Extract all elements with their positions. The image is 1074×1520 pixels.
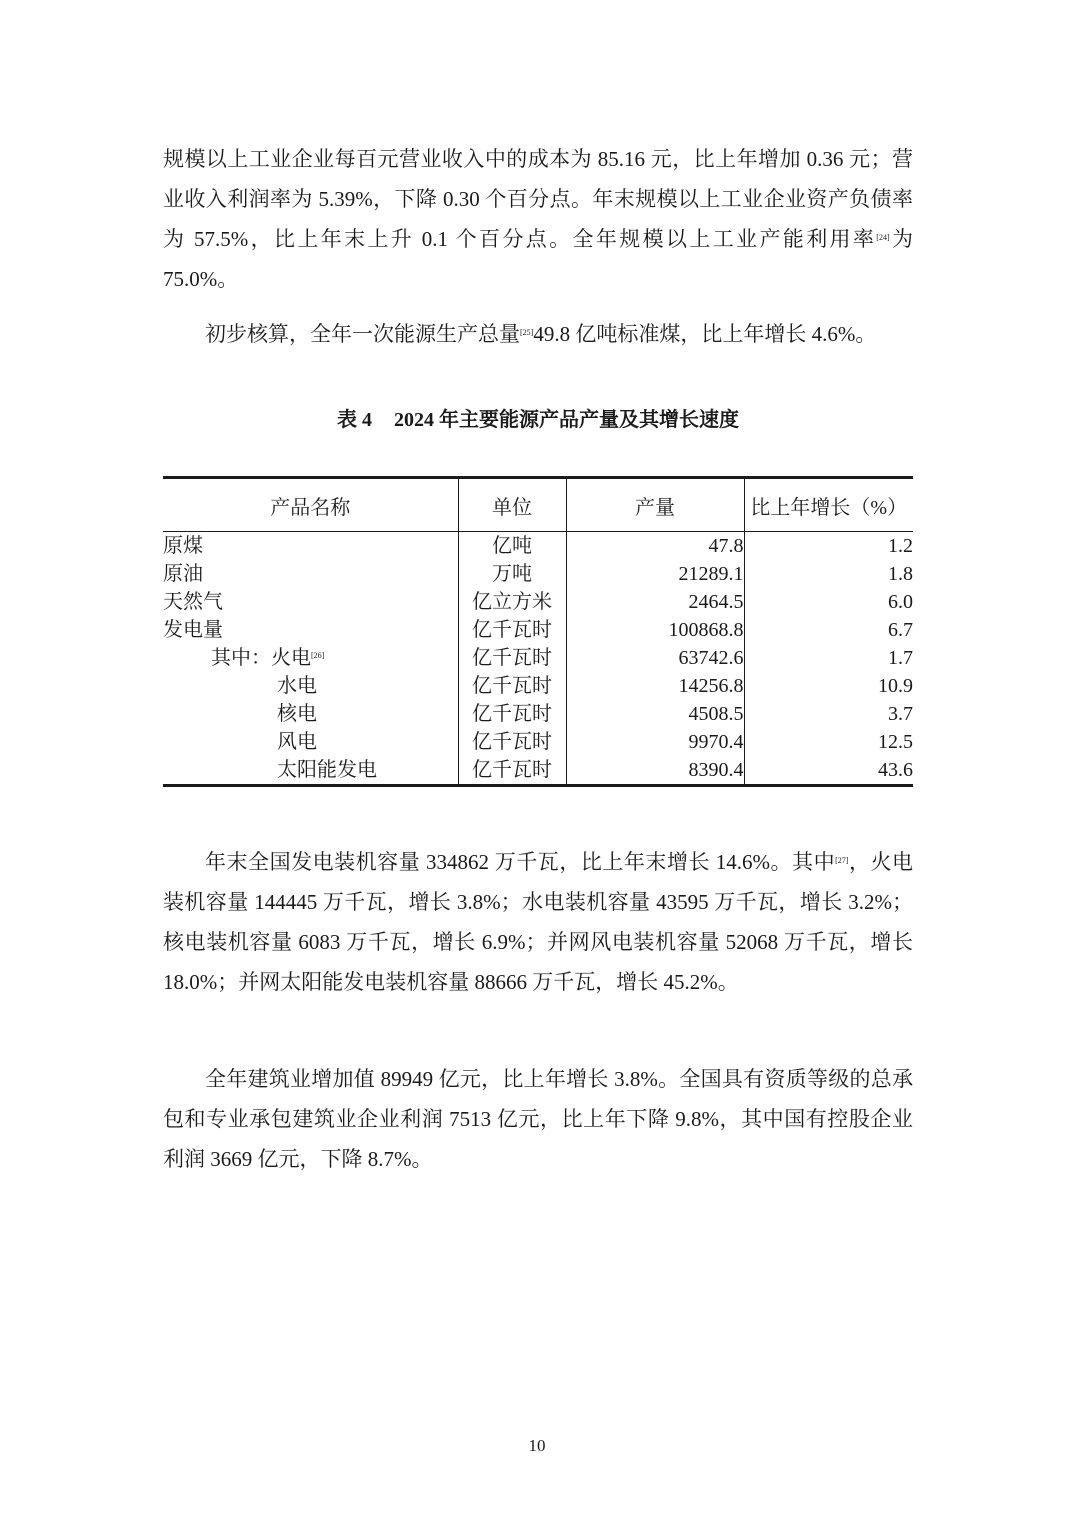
header-unit: 单位 <box>458 478 566 532</box>
cell-product-name <box>163 588 458 616</box>
paragraph-text: 为 75.0%。 <box>163 227 913 291</box>
cell-growth: 3.7 <box>744 700 913 728</box>
paragraph-installed-capacity <box>163 842 913 1002</box>
table-row <box>163 756 913 786</box>
cell-output: 100868.8 <box>566 616 744 644</box>
cell-output: 4508.5 <box>566 700 744 728</box>
cell-product-name <box>163 644 458 672</box>
cell-unit: 亿千瓦时 <box>458 672 566 700</box>
cell-unit: 亿立方米 <box>458 588 566 616</box>
cell-unit: 亿千瓦时 <box>458 644 566 672</box>
cell-output: 9970.4 <box>566 728 744 756</box>
footnote-ref-26[interactable]: [26] <box>311 651 325 660</box>
cell-growth: 6.7 <box>744 616 913 644</box>
cell-growth: 12.5 <box>744 728 913 756</box>
cell-growth: 1.8 <box>744 560 913 588</box>
table-row <box>163 532 913 561</box>
paragraph-text: 规模以上工业企业每百元营业收入中的成本为 85.16 元，比上年增加 0.36 元；营业收入利润率为 5.39%，下降 0.30 个百分点。年末规模以上工业企业资产负债率为 57.5%，比上年末上升 0.1 个百分点。全年规模以上工业产能利用率 <box>163 147 913 251</box>
paragraph-text: 年末全国发电装机容量 334862 万千瓦，比上年末增长 14.6%。其中 <box>205 850 836 874</box>
cell-product-name <box>163 756 458 786</box>
cell-product-name <box>163 700 458 728</box>
product-name: 原煤 <box>163 535 203 557</box>
cell-unit: 亿千瓦时 <box>458 728 566 756</box>
product-name: 天然气 <box>163 591 223 613</box>
header-growth: 比上年增长（%） <box>744 478 913 532</box>
product-name: 太阳能发电 <box>277 759 377 781</box>
paragraph-construction <box>163 1059 913 1179</box>
cell-unit: 亿吨 <box>458 532 566 561</box>
product-name: 水电 <box>277 675 317 697</box>
cell-output: 63742.6 <box>566 644 744 672</box>
table-row <box>163 728 913 756</box>
table-row <box>163 560 913 588</box>
paragraph-primary-energy <box>163 314 913 354</box>
table-caption <box>163 400 913 440</box>
product-name: 发电量 <box>163 619 223 641</box>
cell-product-name <box>163 672 458 700</box>
table-row <box>163 588 913 616</box>
table-header-row <box>163 478 913 532</box>
paragraph-text: 初步核算，全年一次能源生产总量 <box>205 322 520 346</box>
cell-product-name <box>163 616 458 644</box>
product-name: 原油 <box>163 563 203 585</box>
cell-growth: 43.6 <box>744 756 913 786</box>
paragraph-text: 全年建筑业增加值 89949 亿元，比上年增长 3.8%。全国具有资质等级的总承包和专业承包建筑业企业利润 7513 亿元，比上年下降 9.8%，其中国有控股企业利润 3669 亿元，下降 8.7%。 <box>163 1067 913 1171</box>
product-name: 核电 <box>277 703 317 725</box>
cell-growth: 10.9 <box>744 672 913 700</box>
product-name: 火电 <box>271 647 311 669</box>
table-row <box>163 700 913 728</box>
energy-production-table <box>163 476 913 787</box>
table-row <box>163 616 913 644</box>
paragraph-text: ，火电装机容量 144445 万千瓦，增长 3.8%；水电装机容量 43595 万千瓦，增长 3.2%；核电装机容量 6083 万千瓦，增长 6.9%；并网风电装机容量 52068 万千瓦，增长 18.0%；并网太阳能发电装机容量 88666 万千瓦，增长 45.2%。 <box>163 850 914 994</box>
cell-prefix: 其中： <box>211 647 271 669</box>
cell-product-name <box>163 532 458 561</box>
page-number: 10 <box>528 1436 546 1455</box>
cell-growth: 6.0 <box>744 588 913 616</box>
header-product-name: 产品名称 <box>163 478 458 532</box>
cell-unit: 万吨 <box>458 560 566 588</box>
cell-unit: 亿千瓦时 <box>458 756 566 786</box>
cell-unit: 亿千瓦时 <box>458 616 566 644</box>
cell-growth: 1.7 <box>744 644 913 672</box>
product-name: 风电 <box>277 731 317 753</box>
cell-output: 2464.5 <box>566 588 744 616</box>
table-number: 表 4 <box>337 409 372 431</box>
table-row <box>163 672 913 700</box>
cell-product-name <box>163 728 458 756</box>
footnote-ref-24[interactable]: [24] <box>876 233 890 242</box>
footnote-ref-25[interactable]: [25] <box>520 328 534 337</box>
cell-growth: 1.2 <box>744 532 913 561</box>
table-row <box>163 644 913 672</box>
cell-output: 8390.4 <box>566 756 744 786</box>
table-title: 2024 年主要能源产品产量及其增长速度 <box>394 409 739 431</box>
paragraph-text: 49.8 亿吨标准煤，比上年增长 4.6%。 <box>533 322 877 346</box>
footnote-ref-27[interactable]: [27] <box>835 856 849 865</box>
cell-output: 47.8 <box>566 532 744 561</box>
cell-output: 14256.8 <box>566 672 744 700</box>
cell-product-name <box>163 560 458 588</box>
cell-unit: 亿千瓦时 <box>458 700 566 728</box>
cell-output: 21289.1 <box>566 560 744 588</box>
header-output: 产量 <box>566 478 744 532</box>
paragraph-industrial-indicators <box>163 139 913 299</box>
